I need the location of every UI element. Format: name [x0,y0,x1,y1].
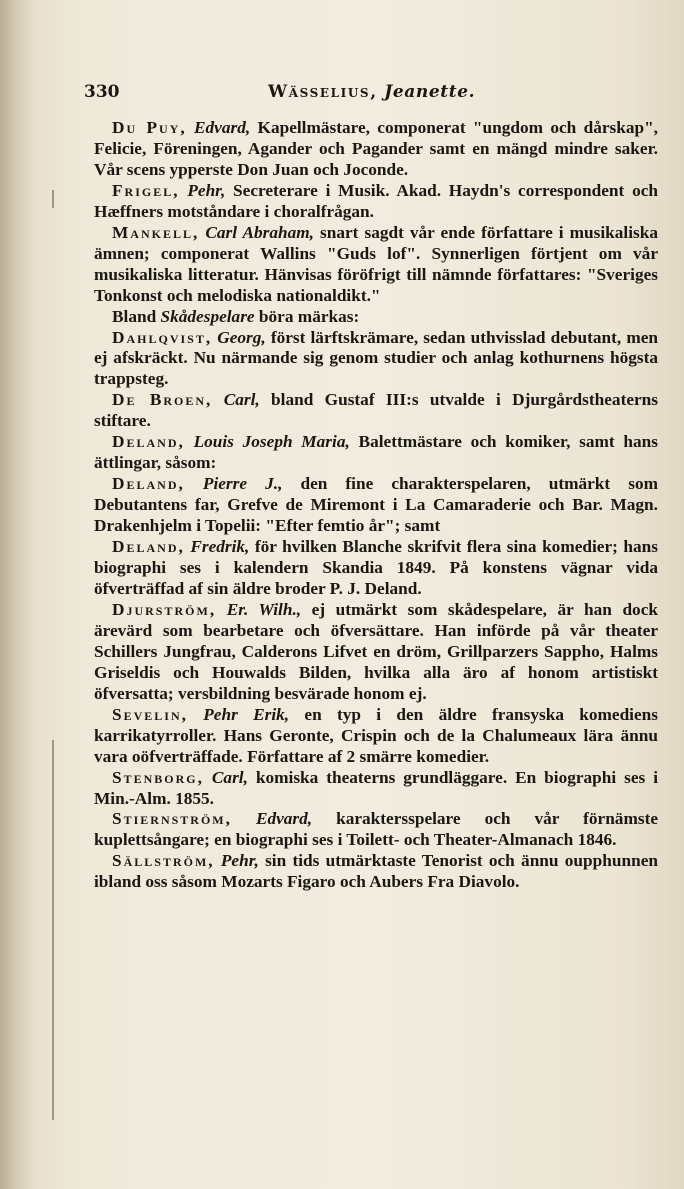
entry-text: bland Gustaf III:s utvalde i Djurgårdstheaterns stiftare. [94,390,658,431]
entry-given-name: Carl Abraham, [205,222,314,242]
entry-given-name: Georg, [217,327,266,347]
entry-mankell [94,223,658,307]
entry-text: snart sagdt vår ende författare i musikaliska ämnen; componerat Wallins "Guds lof". Synnerligen förtjent om vår musikaliska litteratur. Hänvisas föröfrigt till nämnde författares: "Sveriges Tonkonst och melodiska nationaldikt." [94,222,659,305]
margin-line [52,740,54,1120]
margin-mark [52,190,54,208]
entry-text: ej utmärkt som skådespelare, är han dock ärevärd som bearbetare och öfversättare. Han införde på vår theater Schillers Jungfrau, Calderons Lifvet en dröm, Grillparzers Sappho, Halms Griseldis och Houwalds Bilden, hvilka alla äro af honom artistiskt öfversatta; versbildning besvärade honom ej. [94,599,658,703]
entry-text: den fine charakterspelaren, utmärkt som Debutantens far, Grefve de Miremont i La Camaraderie och Bar. Magn. Drakenhjelm i Topelii: "Efter femtio år"; samt [94,474,658,536]
entry-surname: Deland, [112,432,185,452]
entry-surname: Deland, [112,537,185,557]
entry-given-name: Carl, [211,767,248,787]
running-head-name: Wässelius, [268,82,378,102]
entry-surname: Dahlqvist, [112,327,213,347]
entry-text: Secreterare i Musik. Akad. Haydn's correspondent och Hæffners motståndare i choralfrågan. [94,180,658,221]
entry-frigel [94,181,658,223]
entry-text: komiska theaterns grundläggare. En biographi ses i Min.-Alm. 1855. [94,767,659,808]
entry-given-name: Louis Joseph Maria, [193,432,350,452]
entry-surname: Stenborg, [112,767,204,787]
entry-dahlqvist [94,328,658,391]
entry-text: en typ i den äldre fransyska komediens karrikatyrroller. Hans Geronte, Crispin och de la Chalumeaux lära ännu vara oöfverträffade. Författare af 2 smärre komedier. [94,704,658,766]
entry-surname: Mankell, [112,222,200,242]
page-gutter-shadow [0,0,34,1189]
entry-text: först lärftskrämare, sedan uthvisslad debutant, men ej afskräckt. Nu närmande sig genom studier och anlag kothurnens högsta trappsteg. [94,327,658,389]
entry-text: karaktersspelare och vår förnämste kuplettsångare; en biographi ses i Toilett- och Theater-Almanach 1846. [94,809,658,850]
entry-deland-louis [94,432,658,474]
entry-given-name: Carl, [223,390,260,410]
entry-surname: Djurström, [112,599,217,619]
entry-surname: Du Puy, [112,118,187,137]
entry-deland-fredrik [94,537,658,600]
entry-given-name: Edvard, [255,809,313,829]
running-header [84,82,646,108]
running-head-title: Jeanette. [384,82,476,102]
entry-text: sin tids utmärktaste Tenorist och ännu oupphunnen ibland oss såsom Mozarts Figaro och Aubers Fra Diavolo. [94,851,658,892]
entry-given-name: Pehr, [220,851,259,871]
entry-given-name: Fredrik, [190,537,250,557]
body-text [94,118,658,893]
entry-text: Kapellmästare, componerat "ungdom och dårskap", Felicie, Föreningen, Agander och Pagander samt en mängd mindre saker. Vår scens ypperste Don Juan och Joconde. [94,118,659,179]
entry-given-name: Pehr, [187,180,226,200]
entry-given-name: Edvard, [194,118,251,137]
running-head [268,82,475,102]
entry-deland-pierre [94,474,658,537]
entry-surname: Frigel, [112,180,180,200]
entry-surname: De Broen, [112,390,213,410]
entry-given-name: Er. Wilh., [226,599,302,619]
entry-given-name: Pierre J., [202,474,283,494]
entry-du-puy [94,118,658,181]
entry-sallstrom [94,851,658,893]
entry-surname: Sällström, [112,851,215,871]
entry-text: för hvilken Blanche skrifvit flera sina komedier; hans biographi ses i kalendern Skandia 1849. På konstens vägnar vida öfverträffad af sin äldre broder P. J. Deland. [94,537,658,598]
section-heading: Bland Skådespelare böra märkas: [112,306,360,326]
entry-stiernstrom [94,809,658,851]
entry-djurstrom [94,600,658,705]
entry-sevelin [94,705,658,768]
entry-de-broen [94,390,658,432]
entry-stenborg [94,768,658,810]
entry-text: Balettmästare och komiker, samt hans ättlingar, såsom: [94,432,659,473]
page-number: 330 [84,82,120,102]
entry-surname: Stiernström, [112,809,232,829]
entry-surname: Deland, [112,474,185,494]
entry-given-name: Pehr Erik, [203,704,290,724]
section-heading-italic: Skådespelare [160,306,255,326]
entry-surname: Sevelin, [112,704,188,724]
